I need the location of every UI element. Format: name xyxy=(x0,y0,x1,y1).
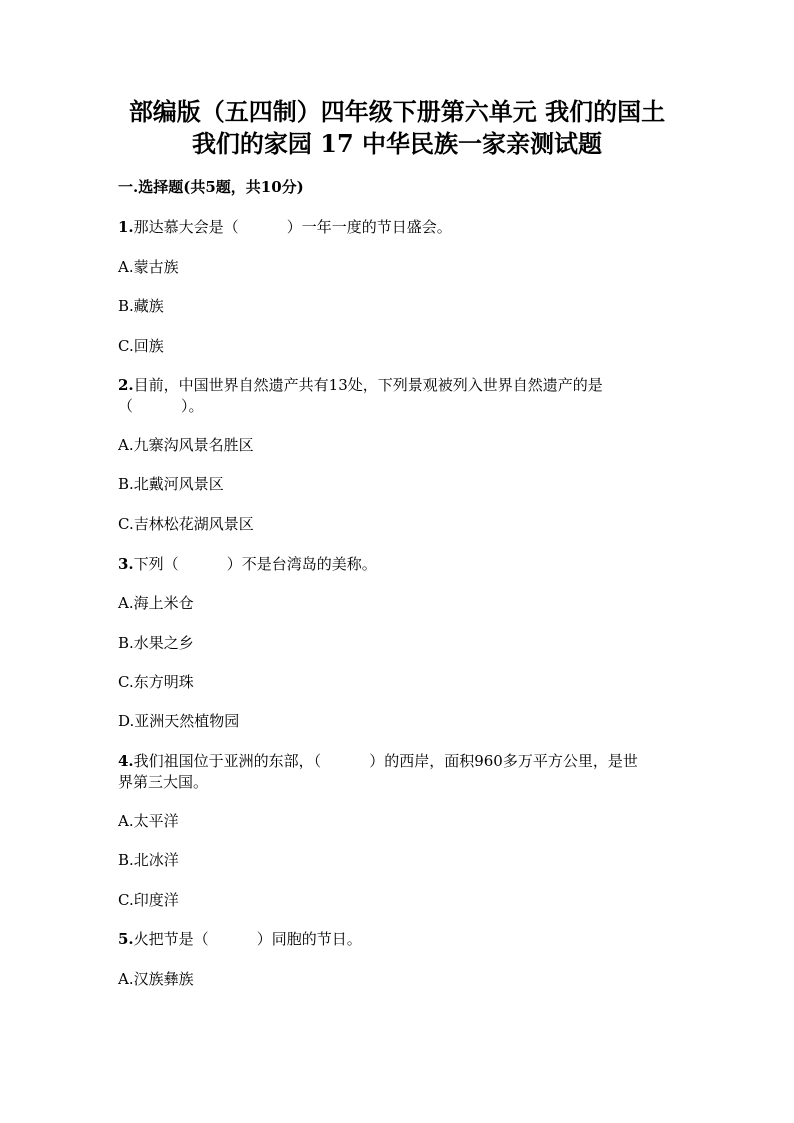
question-5-text-a: 火把节是（ xyxy=(133,930,209,948)
question-4-stem-line-2: 界第三大国。 xyxy=(118,773,209,791)
question-5-stem xyxy=(118,929,678,949)
question-4-option-a: A.太平洋 xyxy=(118,812,179,830)
question-2-option-b: B.北戴河风景区 xyxy=(118,475,224,493)
question-5-number: 5. xyxy=(118,930,134,948)
question-4-text-a: 我们祖国位于亚洲的东部，（ xyxy=(133,752,322,770)
question-5-text-b: ）同胞的节日。 xyxy=(256,930,362,948)
question-3-option-d: D.亚洲天然植物园 xyxy=(118,712,240,730)
section-heading: 一.选择题(共5题，共10分) xyxy=(118,178,304,196)
question-4-number: 4. xyxy=(118,752,134,770)
question-2-text: 目前，中国世界自然遗产共有13处，下列景观被列入世界自然遗产的是 xyxy=(133,376,603,394)
question-2-paren-open: （ xyxy=(118,397,134,415)
question-2-stem-line-2 xyxy=(118,396,678,416)
question-2-option-a: A.九寨沟风景名胜区 xyxy=(118,436,254,454)
question-4-stem-line-1 xyxy=(118,751,678,771)
question-1-option-c: C.回族 xyxy=(118,337,164,355)
question-5-option-a: A.汉族彝族 xyxy=(118,970,194,988)
question-2-stem-line-1 xyxy=(118,375,678,395)
question-1-number: 1. xyxy=(118,218,134,236)
question-1-text-b: ）一年一度的节日盛会。 xyxy=(286,218,452,236)
question-4-option-b: B.北冰洋 xyxy=(118,851,179,869)
question-3-text-a: 下列（ xyxy=(133,555,179,573)
page-title-line-1: 部编版（五四制）四年级下册第六单元 我们的国土 xyxy=(128,97,666,126)
question-2-option-c: C.吉林松花湖风景区 xyxy=(118,515,254,533)
question-1-stem xyxy=(118,217,678,237)
question-3-option-b: B.水果之乡 xyxy=(118,634,194,652)
question-4-option-c: C.印度洋 xyxy=(118,891,179,909)
question-4-text-b: ）的西岸，面积960多万平方公里，是世 xyxy=(369,752,638,770)
question-1-option-a: A.蒙古族 xyxy=(118,258,179,276)
page-title-line-2: 我们的家园 17 中华民族一家亲测试题 xyxy=(191,129,603,158)
question-2-number: 2. xyxy=(118,376,134,394)
question-3-option-c: C.东方明珠 xyxy=(118,673,194,691)
question-3-stem xyxy=(118,554,678,574)
question-1-option-b: B.藏族 xyxy=(118,297,164,315)
question-3-text-b: ）不是台湾岛的美称。 xyxy=(226,555,377,573)
question-2-paren-close: ）。 xyxy=(181,397,204,415)
question-3-number: 3. xyxy=(118,555,134,573)
question-3-option-a: A.海上米仓 xyxy=(118,594,194,612)
question-1-text-a: 那达慕大会是（ xyxy=(133,218,239,236)
